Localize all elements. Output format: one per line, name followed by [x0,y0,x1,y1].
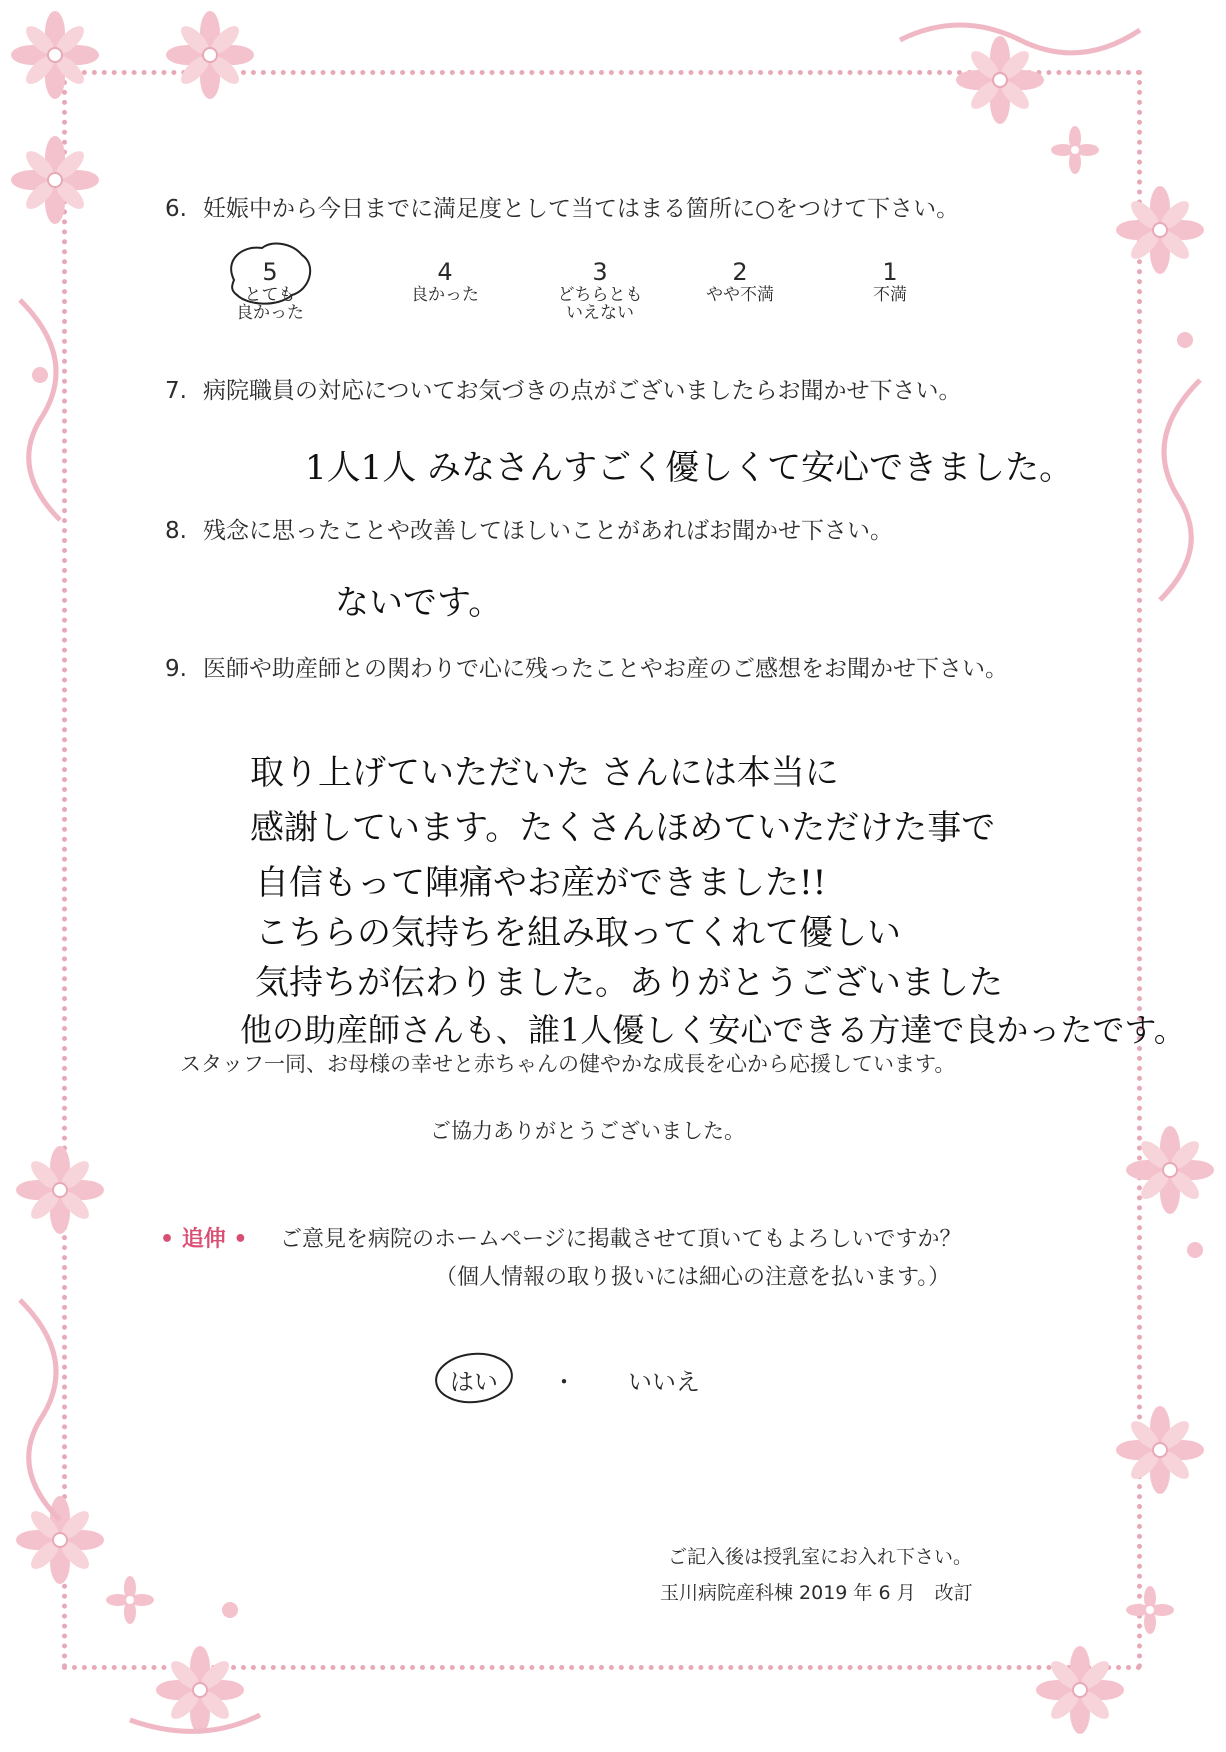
postscript-question: ご意見を病院のホームページに掲載させて頂いてもよろしいですか？ [280,1227,962,1252]
postscript-note: （個人情報の取り扱いには細心の注意を払います。） [435,1265,951,1290]
question-8 [165,512,893,545]
rating-value: 1 [882,258,898,286]
question-6 [165,190,959,223]
rating-value: 5 [262,258,278,286]
answer-7-handwritten[interactable]: 1人1人 みなさんすごく優しくて安心できました。 [305,448,1074,488]
rating-label: 不満 [873,285,907,305]
footer-revision: 玉川病院産科棟 2019 年 6 月 改訂 [660,1582,973,1604]
rating-label: とても [244,285,296,305]
option-separator: ・ [552,1368,576,1396]
answer-line: 他の助産師さんも、誰1人優しく安心できる方達で良かったです。 [240,1011,1186,1049]
answer-line: 感謝しています。たくさんほめていただけた事で [250,808,996,848]
question-text: 残念に思ったことや改善してほしいことがあればお聞かせ下さい。 [203,518,893,544]
rating-label: やや不満 [706,285,774,305]
answer-line: こちらの気持ちを組み取ってくれて優しい [255,913,901,953]
answer-line: 取り上げていただいた さんには本当に [250,753,839,793]
rating-option-3[interactable] [545,258,655,322]
selected-circle-mark [222,240,316,310]
question-number: 8. [165,518,187,544]
answer-8-handwritten[interactable]: ないです。 [335,583,503,623]
answer-line: 自信もって陣痛やお産ができました!! [255,863,827,903]
rating-label: 良かった [411,285,479,305]
rating-value: 3 [592,258,608,286]
rating-value: 2 [732,258,748,286]
rating-label: どちらとも [557,285,643,305]
rating-value: 4 [437,258,453,286]
postscript-tag: • 追伸 • [160,1227,248,1252]
thank-you-message: ご協力ありがとうございました。 [430,1119,745,1143]
rating-option-4[interactable] [395,258,495,304]
staff-message: スタッフ一同、お母様の幸せと赤ちゃんの健やかな成長を心から応援しています。 [180,1052,956,1076]
question-number: 7. [165,378,187,404]
yes-option[interactable]: はい [450,1368,498,1396]
question-number: 9. [165,656,187,682]
no-option[interactable]: いいえ [628,1368,700,1396]
rating-option-2[interactable] [690,258,790,304]
question-7 [165,372,962,405]
answer-line: 気持ちが伝わりました。ありがとうございました [255,963,1003,1003]
rating-label: いえない [566,303,634,323]
footer-instruction: ご記入後は授乳室にお入れ下さい。 [668,1546,973,1568]
question-text: 病院職員の対応についてお気づきの点がございましたらお聞かせ下さい。 [203,378,962,404]
rating-option-1[interactable] [840,258,940,304]
question-9 [165,650,1008,683]
rating-label: 良かった [236,303,304,323]
selected-circle-mark [432,1348,520,1408]
question-number: 6. [165,196,187,222]
question-text: 医師や助産師との関わりで心に残ったことやお産のご感想をお聞かせ下さい。 [203,656,1008,682]
question-text: 妊娠中から今日までに満足度として当てはまる箇所に○をつけて下さい。 [203,196,960,222]
